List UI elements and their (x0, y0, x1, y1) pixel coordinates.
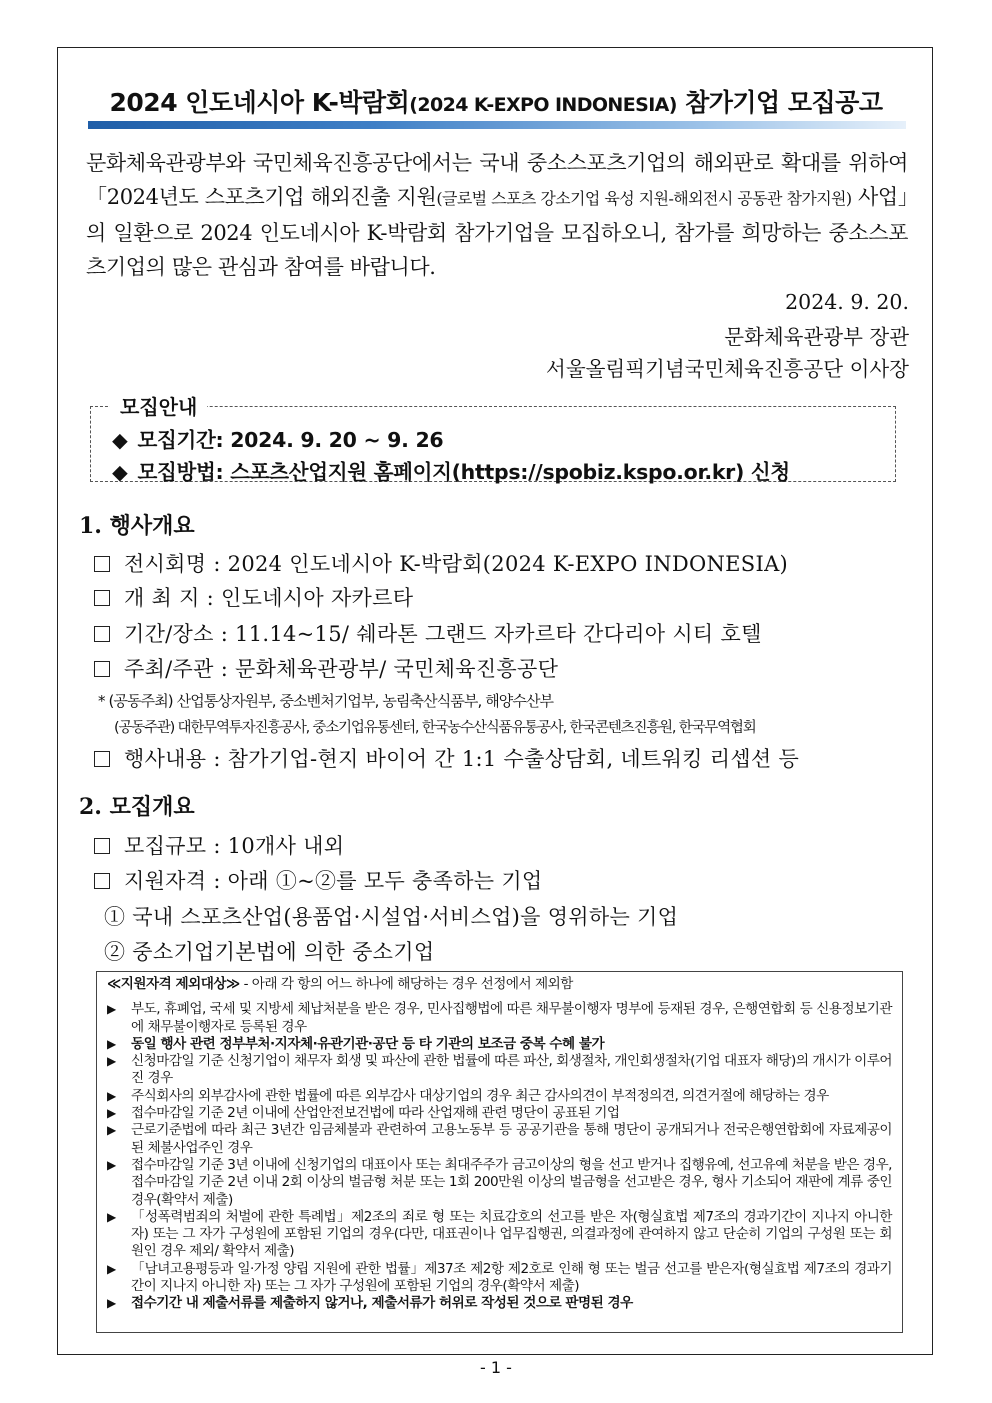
exclusion-box (96, 971, 903, 1333)
intro-paragraph: 문화체육관광부와 국민체육진흥공단에서는 국내 중소스포츠기업의 해외판로 확대를 위하여「2024년도 스포츠기업 해외진출 지원(글로벌 스포츠 강소기업 육성 지원-해외전시 공동관 참가지원) 사업」의 일환으로 2024 인도네시아 K-박람회 참가기업을 모집하오니, 참가를 희망하는 중소스포츠기업의 많은 관심과 참여를 바랍니다. (86, 151, 908, 279)
list-item: ▶ 주식회사의 외부감사에 관한 법률에 따른 외부감사 대상기업의 경우 최근 감사의견이 부적정의견, 의견거절에 해당하는 경우 (107, 1088, 892, 1105)
recruitment-period: ◆ 모집기간: 2024. 9. 20 ~ 9. 26 (112, 428, 444, 452)
event-item-host: 주최/주관 : 문화체육관광부/ 국민체육진흥공단 (94, 653, 558, 683)
diamond-bullet-icon: ◆ (112, 428, 128, 452)
list-item: ▶ 동일 행사 관련 정부부처·지자체·유관기관·공단 등 타 기관의 보조금 중복 수혜 불가 (107, 1036, 892, 1053)
diamond-bullet-icon: ◆ (112, 460, 128, 484)
checkbox-square-icon (94, 838, 110, 854)
announcement-date: 2024. 9. 20. (785, 290, 909, 314)
eligibility-condition-2: ② 중소기업기본법에 의한 중소기업 (104, 940, 435, 964)
event-item-date-venue: 기간/장소 : 11.14~15/ 쉐라톤 그랜드 자카르타 간다리아 시티 호텔 (94, 618, 762, 648)
event-item-content: 행사내용 : 참가기업-현지 바이어 간 1:1 수출상담회, 네트워킹 리셉션 등 (94, 743, 799, 773)
checkbox-square-icon (94, 626, 110, 642)
checkbox-square-icon (94, 661, 110, 677)
eligibility-condition-1: ① 국내 스포츠산업(용품업·시설업·서비스업)을 영위하는 기업 (104, 905, 679, 929)
list-item: ▶ 「남녀고용평등과 일·가정 양립 지원에 관한 법률」제37조 제2항 제2호로 인해 형 또는 벌금 선고를 받은자(형실효법 제7조의 경과기간이 지나지 아니한 자) 또는 그 자가 구성원에 포함된 기업의 경우(확약서 제출) (107, 1261, 892, 1296)
recruitment-method: ◆ 모집방법: 스포츠산업지원 홈페이지(https://spobiz.kspo.or.kr) 신청 (112, 460, 790, 484)
title-main: 2024 인도네시아 K-박람회 (109, 88, 410, 117)
title-english: (2024 K-EXPO INDONESIA) (409, 94, 677, 116)
event-item-location: 개 최 지 : 인도네시아 자카르타 (94, 582, 413, 612)
title-underline-bar (88, 121, 906, 129)
page-number: - 1 - (480, 1358, 512, 1377)
co-organizer-note: (공동주관) 대한무역투자진흥공사, 중소기업유통센터, 한국농수산식품유통공사, 한국콘텐츠진흥원, 한국무역협회 (114, 720, 756, 736)
checkbox-square-icon (94, 873, 110, 889)
co-host-note: * (공동주최) 산업통상자원부, 중소벤처기업부, 농림축산식품부, 해양수산부 (98, 692, 554, 710)
checkbox-square-icon (94, 590, 110, 606)
page-title (0, 83, 992, 119)
section-heading-recruitment-overview: 2. 모집개요 (79, 794, 195, 820)
title-suffix: 참가기업 모집공고 (676, 88, 883, 117)
exclusion-header: ≪지원자격 제외대상≫ - 아래 각 항의 어느 하나에 해당하는 경우 선정에서 제외함 (107, 976, 573, 992)
list-item: ▶ 「성폭력범죄의 처벌에 관한 특례법」제2조의 죄로 형 또는 치료감호의 선고를 받은 자(형실효법 제7조의 경과기간이 지나지 아니한 자) 또는 그 자가 구성원에 포함된 기업의 경우(다만, 대표권이나 업무집행권, 의결과정에 관여하지 않고 단순히 기업의 구성원 또는 회원인 경우 제외/ 확약서 제출) (107, 1209, 892, 1261)
list-item: ▶ 접수마감일 기준 2년 이내에 산업안전보건법에 따라 산업재해 관련 명단이 공표된 기업 (107, 1105, 892, 1122)
list-item: ▶ 신청마감일 기준 신청기업이 채무자 회생 및 파산에 관한 법률에 따른 파산, 회생절차, 개인회생절차(기업 대표자 해당)의 개시가 이루어진 경우 (107, 1053, 892, 1088)
issuer-organization: 서울올림픽기념국민체육진흥공단 이사장 (546, 357, 909, 381)
exclusion-list (107, 1001, 892, 1312)
event-item-exhibition-name: 전시회명 : 2024 인도네시아 K-박람회(2024 K-EXPO INDONESIA) (94, 548, 788, 578)
list-item: ▶ 접수기간 내 제출서류를 제출하지 않거나, 제출서류가 허위로 작성된 것으로 판명된 경우 (107, 1295, 892, 1312)
list-item: ▶ 부도, 휴폐업, 국세 및 지방세 체납처분을 받은 경우, 민사집행법에 따른 채무불이행자 명부에 등재된 경우, 은행연합회 등 신용정보기관에 채무불이행자로 등록된 경우 (107, 1001, 892, 1036)
recruit-item-scale: 모집규모 : 10개사 내외 (94, 830, 344, 860)
recruit-item-eligibility: 지원자격 : 아래 ①~②를 모두 충족하는 기업 (94, 865, 543, 895)
checkbox-square-icon (94, 556, 110, 572)
recruitment-info-title: 모집안내 (110, 391, 207, 420)
issuer-minister: 문화체육관광부 장관 (724, 325, 909, 349)
list-item: ▶ 근로기준법에 따라 최근 3년간 임금체불과 관련하여 고용노동부 등 공공기관을 통해 명단이 공개되거나 전국은행연합회에 자료제공이 된 체불사업주인 경우 (107, 1122, 892, 1157)
section-heading-event-overview: 1. 행사개요 (79, 513, 195, 539)
list-item: ▶ 접수마감일 기준 3년 이내에 신청기업의 대표이사 또는 최대주주가 금고이상의 형을 선고 받거나 집행유예, 선고유예 처분을 받은 경우, 접수마감일 기준 2년 이내 2회 이상의 벌금형 처분 또는 1회 200만원 이상의 벌금형을 선고받은 경우, 형사 기소되어 재판에 계류 중인경우(확약서 제출) (107, 1157, 892, 1209)
checkbox-square-icon (94, 751, 110, 767)
